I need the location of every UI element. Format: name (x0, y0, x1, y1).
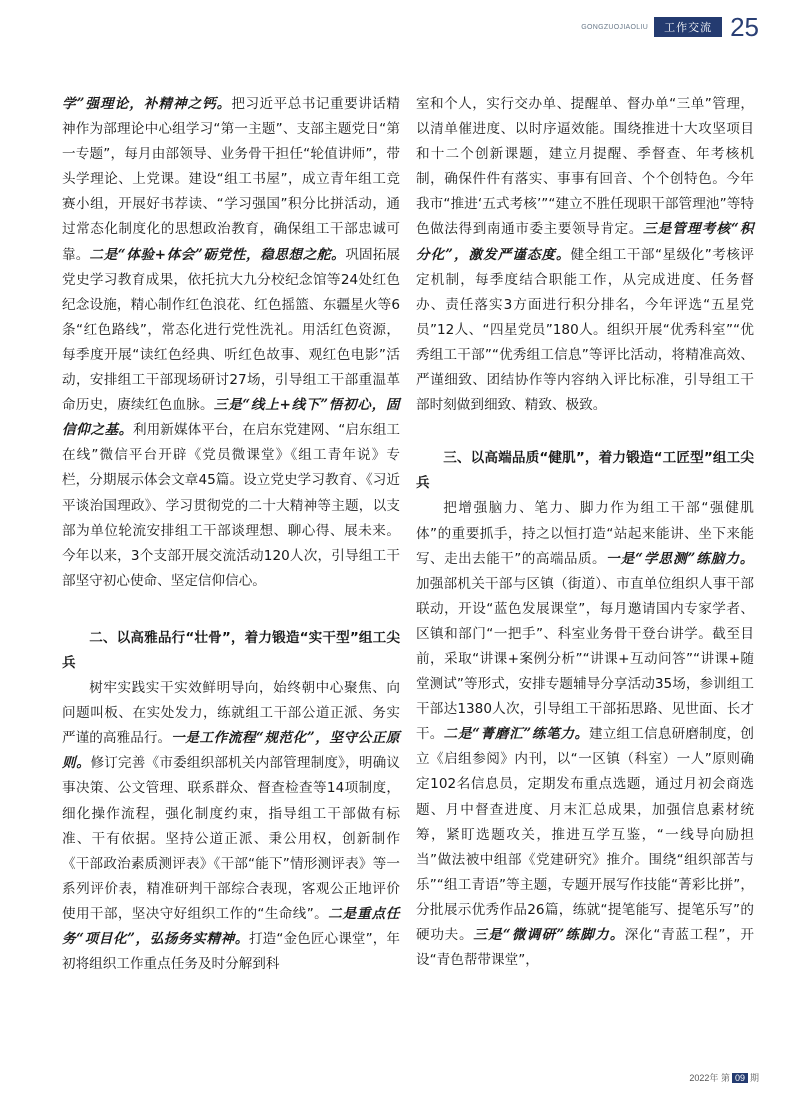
body-text: 把习近平总书记重要讲话精神作为部理论中心组学习“第一主题”、支部主题党日“第一专题”，每月由部领导、业务骨干担任“轮值讲师”，带头学理论、上党课。建设“组工书屋”，成立青年组工竞赛小组，开展好书荐读、“学习强国”积分比拼活动，通过常态化制度化的思想政治教育，确保组工干部忠诚可靠。 (62, 96, 400, 263)
issue-number: 09 (732, 1073, 748, 1083)
paragraph (416, 496, 754, 973)
section-heading: 二、以高雅品行“壮骨”，着力锻造“实干型”组工尖兵 (62, 629, 400, 671)
right-column (416, 92, 754, 973)
body-text: 巩固拓展党史学习教育成果，依托抗大九分校纪念馆等24处红色纪念设施，精心制作红色浪花、红色摇篮、东疆星火等6条“红色路线”，常态化进行党性洗礼。用活红色资源，每季度开展“读红色经典、听红色故事、观红色电影”活动，安排组工干部现场研讨27场，引导组工干部重温革命历史，赓续红色血脉。 (62, 246, 401, 414)
section-heading: 三、以高端品质“健肌”，着力锻造“工匠型”组工尖兵 (416, 450, 754, 492)
footer-qi: 期 (749, 1073, 759, 1083)
body-text: 利用新媒体平台，在启东党建网、“启东组工在线”微信平台开辟《党员微课堂》《组工青年说》专栏，分期展示体会文章45篇。设立党史学习教育、《习近平谈治国理政》、学习贯彻党的二十大精神等主题，以支部为单位轮流安排组工干部谈理想、聊心得、展未来。今年以来，3个支部开展交流活动120人次，引导组工干部坚守初心使命、坚定信仰信心。 (62, 422, 401, 589)
emphasis-text: 一是工作流程“规范化”，坚守公正原则。 (62, 730, 401, 772)
body-text: 健全组工干部“星级化”考核评定机制，每季度结合职能工作，从完成进度、任务督办、责任落实3方面进行积分排名，今年评选“五星党员”12人、“四星党员”180人。组织开展“优秀科室”“优秀组工干部”“优秀组工信息”等评比活动，将精准高效、严谨细致、团结协作等内容纳入评比标准，引导组工干部时刻做到细致、精致、极致。 (416, 246, 754, 414)
section-badge: 工作交流 (654, 17, 722, 37)
emphasis-text: 二是“菁磨汇”练笔力。 (443, 726, 589, 743)
footer-year: 2022年 (689, 1073, 719, 1083)
body-text: 室和个人，实行交办单、提醒单、督办单“三单”管理，以清单催进度、以时序逼效能。围绕推进十大攻坚项目和十二个创新课题，建立月提醒、季督查、年考核机制，确保件件有落实、事事有回音、个个创特色。今年我市“推进‘五式考核’”“建立不胜任现职干部管理池”等特色做法得到南通市委主要领导肯定。 (416, 96, 754, 238)
paragraph (416, 92, 754, 418)
body-text: 建立组工信息研磨制度，创立《启组参阅》内刊，以“一区镇（科室）一人”原则确定102名信息员，定期发布重点选题，通过月初会商选题、月中督查进度、月末汇总成果，加强信息素材统筹，紧盯选题攻关，推进互学互鉴，“一线导向励担当”做法被中组部《党建研究》推介。围绕“组织部苦与乐”“组工青语”等主题，专题开展写作技能“菁彩比拼”，分批展示优秀作品26篇，练就“提笔能写、提笔乐写”的硬功夫。 (416, 726, 755, 943)
emphasis-text: 学”强理论，补精神之钙。 (62, 96, 232, 112)
body-text: 打造“金色匠心课堂”，年初将组织工作重点任务及时分解到科 (62, 931, 400, 973)
emphasis-text: 三是“微调研”练脚力。 (473, 927, 625, 943)
left-column (62, 92, 400, 977)
emphasis-text: 三是管理考核“积分化”，激发严谨态度。 (416, 221, 754, 263)
emphasis-text: 二是“体验+体会”砺党性，稳思想之舵。 (89, 246, 346, 263)
body-text: 深化“青蓝工程”，开设“青色帮带课堂”， (416, 927, 755, 969)
emphasis-text: 二是重点任务“项目化”，弘扬务实精神。 (62, 905, 401, 947)
body-text: 把增强脑力、笔力、脚力作为组工干部“强健肌体”的重要抓手，持之以恒打造“站起来能讲、坐下来能写、走出去能干”的高端品质。 (416, 500, 754, 567)
body-text: 修订完善《市委组织部机关内部管理制度》，明确议事决策、公文管理、联系群众、督查检查等14项制度，细化操作流程，强化制度约束，指导组工干部做有标准、干有依据。坚持公道正派、秉公用权，创新制作《干部政治素质测评表》《干部“能下”情形测评表》等一系列评价表，精准研判干部综合表现，客观公正地评价使用干部，坚决守好组织工作的“生命线”。 (62, 755, 401, 922)
page-number: 25 (730, 12, 759, 42)
footer-di: 第 (720, 1073, 730, 1083)
page-footer (689, 1071, 759, 1084)
page-header (581, 12, 759, 42)
paragraph (62, 92, 400, 594)
emphasis-text: 一是“学思测”练脑力。 (606, 550, 754, 567)
header-pinyin: GONGZUOJIAOLIU (581, 23, 649, 31)
emphasis-text: 三是“线上+线下”悟初心，固信仰之基。 (62, 397, 400, 439)
body-text: 树牢实践实干实效鲜明导向，始终朝中心聚焦、向问题叫板、在实处发力，练就组工干部公道正派、务实严谨的高雅品行。 (62, 680, 400, 747)
paragraph (62, 676, 400, 977)
body-text: 加强部机关干部与区镇（街道）、市直单位组织人事干部联动，开设“蓝色发展课堂”，每月邀请国内专家学者、区镇和部门“一把手”、科室业务骨干登台讲学。截至目前，采取“讲课+案例分析”“讲课+互动问答”“讲课+随堂测试”等形式，安排专题辅导分享活动35场，参训组工干部达1380人次，引导组工干部拓思路、见世面、长才干。 (416, 575, 754, 743)
